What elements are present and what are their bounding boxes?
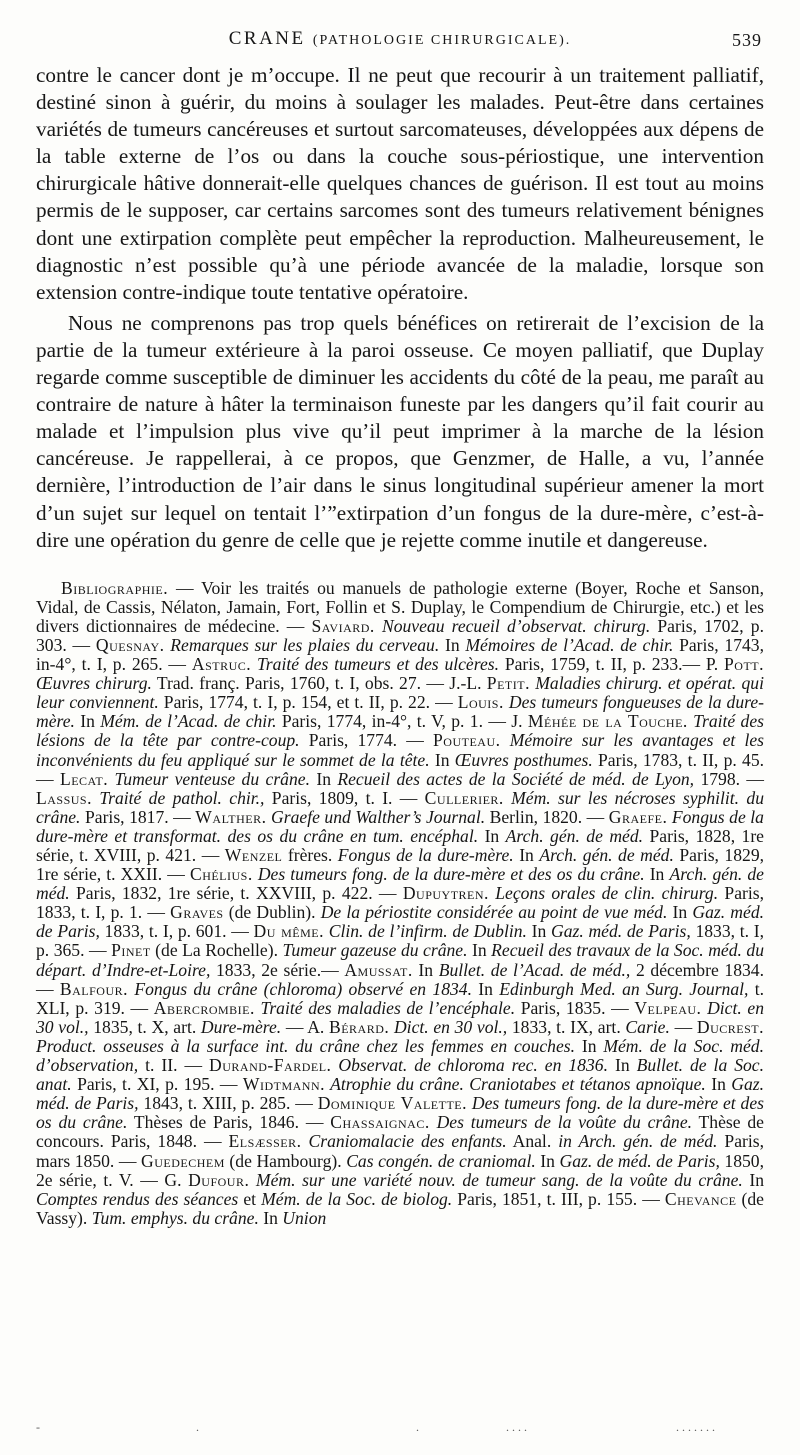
bibliography-author: Graefe. (608, 806, 668, 827)
bibliography-title: Recueil des travaux de la Soc. méd. du départ. d’Indre-et-Loire, (36, 940, 764, 980)
bibliography-title: De la périostite considérée au point de vue méd. (320, 902, 668, 923)
bibliography-author: Méhée de la Touche. (527, 711, 688, 732)
bibliography-author: Quesnay. (95, 634, 165, 655)
bibliography-author: Pouteau. (433, 730, 501, 751)
bibliography-title: Atrophie du crâne. Craniotabes et tétanos apnoïque. (325, 1074, 706, 1095)
bibliography-title: Traité des tumeurs et des ulcères. (251, 654, 499, 675)
bibliography-title: Dict. en 30 vol., (389, 1016, 508, 1037)
bibliography-title: Observat. de chloroma rec. en 1836. (331, 1055, 608, 1076)
page-bottom-marks: - . . . . . . . . . . . . . (36, 1420, 715, 1434)
bibliography-text: 1833, t. IX, art. (507, 1016, 626, 1037)
bibliography-author: Chélius. (189, 864, 253, 885)
bibliography-author: Guedechem (141, 1150, 225, 1171)
bibliography-author: Balfour. (59, 978, 129, 999)
bibliography-text: Anal. (506, 1131, 559, 1152)
bibliography-text: Thèses de Paris, 1846. — (127, 1112, 331, 1133)
bibliography-title: Carie. (625, 1016, 670, 1037)
bibliography-text: 1833, t. I, p. 365. — (36, 921, 764, 961)
bibliography-title: Des tumeurs de la voûte du crâne. (429, 1112, 693, 1133)
bibliography-text: In (309, 768, 338, 789)
bibliography-author: Astruc. (191, 654, 252, 675)
main-text (36, 62, 764, 554)
bibliography-author: Walther. (195, 806, 267, 827)
paragraph: contre le cancer dont je m’occupe. Il ne peut que recourir à un traitement palliatif, destiné sinon à guérir, du moins à soulager les malades. Peut-être dans certaines variétés de tumeurs cancéreuses et surtout sarcomateuses, développées aux dépens de la table externe de l’os ou dans la couche sous-périostique, une intervention chirurgicale hâtive donnerait-elle quelques chances de guérison. Il est tout au moins permis de le supposer, car certains sarcomes sont des tumeurs relativement bénignes dont une extirpation complète peut empêcher la reproduction. Malheureusement, le diagnostic n’est possible qu’à une période avancée de la maladie, lorsque son extension contre-indique toute tentative opératoire. (36, 63, 764, 304)
bibliography-title: Gaz. de méd. de Paris, (559, 1150, 720, 1171)
bibliography-text: In (478, 825, 506, 846)
bibliography-text: 2 décembre 1834. — (36, 959, 764, 999)
bibliography-author: Graves (170, 902, 224, 923)
bibliography-title: Edinburgh Med. an Surg. Journal, (499, 978, 749, 999)
bibliography-text: (de Vassy). (36, 1188, 764, 1228)
bibliography-title: Leçons orales de clin. chirurg. (488, 883, 719, 904)
bibliography-text: Paris, 1743, in-4°, t. I, p. 265. — (36, 634, 764, 675)
bibliography-text: frères. (282, 845, 338, 865)
bibliography-text: 1833, t. I, p. 601. — (99, 921, 254, 942)
bibliography-text: Thèse de concours. Paris, 1848. — (36, 1112, 764, 1152)
bibliography-author: Bibliographie. (61, 577, 169, 598)
bibliography-title: Nouveau recueil d’observat. chirurg. (374, 615, 651, 636)
bibliography-title: Tumeur venteuse du crâne. (108, 768, 310, 789)
bibliography-text: (de Dublin). (223, 902, 321, 923)
bibliography-text: In (742, 1169, 765, 1190)
bibliography-text: Paris, 1809, t. I. — (264, 787, 425, 808)
bibliography-title: Dict. en 30 vol., (36, 997, 764, 1037)
bibliography-text: 1833, 2e série.— (210, 959, 345, 980)
bibliography-author: Wenzel (224, 845, 283, 865)
bibliography-title: Tumeur gazeuse du crâne. (282, 940, 468, 961)
bibliography-title: Union (282, 1207, 327, 1228)
bibliography (36, 579, 764, 1228)
bibliography-author: Dominique Valette. (317, 1093, 468, 1114)
bibliography-title: Des tumeurs fong. de la dure-mère et des os du crâne. (252, 864, 645, 885)
bibliography-text: In (412, 959, 439, 980)
bibliography-title: Mém. de la Soc. méd. d’observation, (36, 1035, 765, 1076)
bibliography-title: Gaz. méd. de Paris, (551, 921, 691, 942)
bibliography-text: In (471, 978, 500, 999)
bibliography-title: Remarques sur les plaies du cerveau. (164, 634, 440, 655)
bibliography-title: Gaz. méd. de Paris, (36, 1074, 765, 1114)
bibliography-author: Ducrest. (696, 1016, 764, 1037)
bibliography-text: Trad. franç. Paris, 1760, t. I, obs. 27. — J.-L. (151, 673, 487, 694)
bibliography-text: Paris, 1702, p. 303. — (36, 615, 765, 655)
bibliography-text: 1835, t. X, art. (88, 1016, 201, 1037)
bibliography-title: Des tumeurs fong. de la dure-mère et des os du crâne. (36, 1093, 764, 1133)
bibliography-author: Saviard. (311, 615, 375, 636)
bibliography-title: Cas congén. de craniomal. (346, 1150, 536, 1171)
page-number: 539 (732, 30, 762, 50)
bibliography-title: Des tumeurs fongueuses de la dure-mère. (36, 692, 765, 732)
bibliography-title: Product. osseuses à la surface int. du crâne chez les femmes en couches. (36, 1035, 576, 1056)
bibliography-text: Paris, 1828, 1re série, t. XVIII, p. 421. — (36, 825, 764, 865)
bibliography-text: — A. (281, 1016, 329, 1037)
bibliography-text: t. XLI, p. 319. — (36, 978, 765, 1018)
bibliography-text: In (667, 902, 693, 923)
bibliography-author: Amussat. (344, 959, 413, 980)
bibliography-author: Louis. (457, 692, 504, 713)
bibliography-title: Arch. gén. de méd. (36, 864, 764, 904)
bibliography-text: Paris, 1759, t. II, p. 233.— P. (499, 654, 724, 675)
bibliography-text: Paris, 1774. — (299, 730, 434, 751)
bibliography-author: Lecat. (59, 768, 109, 789)
bibliography-title: Dure-mère. (200, 1016, 282, 1037)
bibliography-author: Chassaignac. (330, 1112, 430, 1133)
bibliography-title: Traité des lésions de la tête par contre-coup. (36, 711, 764, 751)
bibliography-text: In (535, 1150, 560, 1171)
bibliography-text: t. II. — (138, 1055, 210, 1076)
bibliography-title: Fongus du crâne (chloroma) observé en 1834. (128, 978, 472, 999)
bibliography-author: Lassus. (36, 787, 92, 808)
bibliography-author: Pott. (724, 654, 765, 675)
bibliography-text: In (644, 864, 670, 885)
bibliography-text: Paris, t. XI, p. 195. — (71, 1074, 243, 1095)
bibliography-title: Clin. de l’infirm. de Dublin. (324, 921, 527, 942)
bibliography-text: 1843, t. XIII, p. 285. — (138, 1093, 318, 1114)
bibliography-title: Mémoire sur les avantages et les inconvénients du feu appliqué sur le sommet de la tête. (36, 730, 764, 770)
bibliography-title: Mém. sur les nécroses syphilit. du crâne. (36, 787, 764, 827)
bibliography-title: Bullet. de l’Acad. de méd., (438, 959, 631, 980)
bibliography-title: in Arch. gén. de méd. (558, 1131, 718, 1152)
bibliography-author: Cullerier. (424, 787, 504, 808)
bibliography-title: Craniomalacie des enfants. (301, 1131, 507, 1152)
running-title (229, 28, 572, 49)
bibliography-title: Arch. gén. de méd. (505, 825, 644, 846)
bibliography-title: Comptes rendus des séances (36, 1188, 239, 1209)
bibliography-text: Paris, 1835. — (515, 997, 635, 1018)
bibliography-title: Mémoires de l’Acad. de chir. (465, 634, 674, 655)
bibliography-text: Paris, 1829, 1re série, t. XXII. — (36, 845, 765, 885)
bibliography-text: In (705, 1074, 732, 1095)
bibliography-text: In (429, 749, 455, 770)
bibliography-text: Paris, 1783, t. II, p. 45. — (36, 749, 765, 789)
bibliography-text: (de Hambourg). (224, 1150, 347, 1171)
bibliography-author: Chevance (664, 1188, 737, 1209)
bibliography-author: Abercrombie. (153, 997, 255, 1018)
bibliography-text: Paris, mars 1850. — (36, 1131, 764, 1171)
bibliography-text: — (669, 1016, 697, 1037)
bibliography-title: Traité des maladies de l’encéphale. (254, 997, 516, 1018)
bibliography-text: Berlin, 1820. — (485, 806, 609, 827)
bibliography-text: Paris, 1833, t. I, p. 1. — (36, 883, 764, 923)
bibliography-title: Arch. gén. de méd. (539, 845, 674, 865)
bibliography-text: In (607, 1055, 637, 1076)
bibliography-author: Pinet (111, 940, 151, 961)
running-title-subtitle: (PATHOLOGIE CHIRURGICALE). (312, 33, 572, 48)
bibliography-text: In (258, 1207, 283, 1228)
bibliography-author: Bérard. (328, 1016, 390, 1037)
bibliography-text: Paris, 1832, 1re série, t. XXVIII, p. 422. — (69, 883, 403, 904)
bibliography-author: Widtmann. (242, 1074, 326, 1095)
bibliography-title: Traité de pathol. chir., (92, 787, 265, 808)
bibliography-text: In (526, 921, 551, 942)
bibliography-text: et (238, 1188, 262, 1209)
bibliography-text: 1798. — (694, 768, 765, 789)
bibliography-title: Mém. sur une variété nouv. de tumeur sang. de la voûte du crâne. (249, 1169, 743, 1190)
bibliography-title: Fongus de la dure-mère et transformat. des os du crâne en tum. encéphal. (36, 806, 764, 846)
bibliography-text: 1850, 2e série, t. V. — G. (36, 1150, 764, 1190)
running-header (36, 28, 764, 62)
bibliography-title: Mém. de l’Acad. de chir. (100, 711, 277, 732)
bibliography-title: Mém. de la Soc. de biolog. (261, 1188, 453, 1209)
bibliography-text: Paris, 1774, t. I, p. 154, et t. II, p. 22. — (158, 692, 458, 713)
bibliography-text: Paris, 1851, t. III, p. 155. — (452, 1188, 665, 1209)
bibliography-title: Œuvres posthumes. (454, 749, 593, 770)
running-title-main: CRANE (228, 28, 306, 49)
bibliography-author: Petit. (486, 673, 530, 694)
bibliography-author: Durand-Fardel. (209, 1055, 332, 1076)
bibliography-text: In (74, 711, 101, 732)
bibliography-text: In (467, 940, 492, 961)
bibliography-title: Maladies chirurg. et opérat. qui leur conviennent. (36, 673, 764, 713)
bibliography-title: Bullet. de la Soc. anat. (36, 1055, 765, 1095)
bibliography-author: Velpeau. (634, 997, 702, 1018)
bibliography-title: Graefe und Walther’s Journal. (266, 806, 486, 827)
bibliography-text: In (513, 845, 540, 865)
bibliography-author: Du même. (253, 921, 325, 942)
bibliography-title: Tum. emphys. du crâne. (91, 1207, 259, 1228)
bibliography-text: — Voir les traités ou manuels de pathologie externe (Boyer, Roche et Sanson, Vidal, de Cassis, Nélaton, Jamain, Fort, Follin et S. Duplay, le Compendium de Chirurgie, etc.) et les divers dictionnaires de médecine. — (36, 577, 764, 636)
bibliography-author: Elsæsser. (228, 1131, 302, 1152)
bibliography-title: Gaz. méd. de Paris, (36, 902, 765, 942)
bibliography-title: Fongus de la dure-mère. (337, 845, 514, 865)
bibliography-title: Œuvres chirurg. (36, 673, 152, 694)
bibliography-text: (de La Rochelle). (150, 940, 283, 961)
paragraph: Nous ne comprenons pas trop quels bénéfices on retirerait de l’excision de la partie de la tumeur extérieure à la paroi osseuse. Ce moyen palliatif, que Duplay regarde comme susceptible de diminuer les accidents du côté de la peau, me paraît au contraire de nature à hâter la terminaison funeste par les dangers qu’il fait courir au malade et l’impulsion plus vive qu’il peut imprimer à la marche de la lésion cancéreuse. Je rappellerai, à ce propos, que Genzmer, de Halle, a vu, l’année dernière, l’introduction de l’air dans le sinus longitudinal supérieur amener la mort d’un sujet sur lequel on tentait l’”extirpation d’un fongus de la dure-mère, c’est-à-dire une opération du genre de celle que je rejette comme inutile et dangereuse. (36, 310, 764, 552)
bibliography-author: Dufour. (188, 1169, 250, 1190)
bibliography-text: Paris, 1817. — (80, 806, 196, 827)
bibliography-text: In (439, 634, 466, 655)
bibliography-text: In (575, 1035, 604, 1056)
bibliography-text: Paris, 1774, in-4°, t. V, p. 1. — J. (276, 711, 528, 732)
bibliography-author: Dupuytren. (402, 883, 489, 904)
bibliography-title: Recueil des actes de la Société de méd. de Lyon, (337, 768, 695, 789)
